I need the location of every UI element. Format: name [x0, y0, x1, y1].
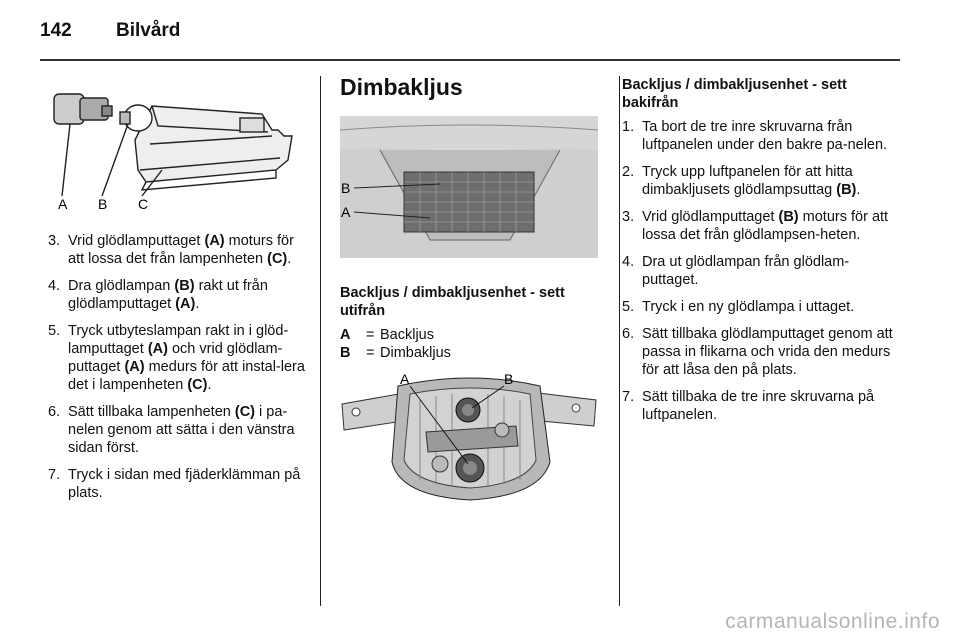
step-number: 7.	[622, 389, 635, 405]
step-text: Dra glödlampan	[68, 278, 175, 294]
step-text: moturs för att lossa det från glödlampsen-heten.	[642, 209, 889, 243]
fig1-label-c: C	[138, 196, 149, 212]
step-number: 5.	[48, 323, 61, 339]
part-reference: (B)	[778, 209, 799, 225]
step-number: 7.	[48, 467, 61, 483]
watermark: carmanualsonline.info	[725, 610, 940, 633]
column-divider-1	[320, 76, 321, 606]
section-heading: Dimbakljus	[340, 74, 463, 100]
fig1-label-a: A	[58, 196, 68, 212]
step-number: 2.	[622, 164, 635, 180]
instruction-step	[48, 232, 306, 268]
instruction-step	[48, 322, 306, 394]
fig2-label-a: A	[341, 204, 351, 220]
step-number: 3.	[48, 233, 61, 249]
step-number: 4.	[622, 254, 635, 270]
part-reference: (C)	[234, 404, 255, 420]
step-text: Vrid glödlamputtaget	[68, 233, 205, 249]
legend-row-b: B = Dimbakljus	[340, 345, 451, 361]
step-text: Tryck utbyteslampan rakt in i glöd-lamputtaget	[68, 323, 289, 357]
instruction-step	[622, 253, 902, 289]
step-text: Sätt tillbaka glödlamputtaget genom att passa in flikarna och vrida den medurs för att låsa den på plats.	[642, 326, 893, 378]
step-text: i pa-nelen genom att sätta i den vänstra sidan först.	[68, 404, 295, 456]
part-reference: (C)	[267, 251, 288, 267]
fig3-label-a: A	[400, 371, 410, 387]
part-reference: (A)	[204, 233, 225, 249]
column-divider-2	[619, 76, 620, 606]
step-text: Dra ut glödlampan från glödlam-puttaget.	[642, 254, 850, 288]
header-rule	[40, 59, 900, 61]
part-reference: (A)	[124, 359, 145, 375]
step-text: medurs för att instal-lera det i lampenheten	[68, 359, 305, 393]
part-reference: (B)	[836, 182, 857, 198]
fig2-label-b: B	[341, 180, 351, 196]
part-reference: (B)	[174, 278, 195, 294]
page-number: 142	[40, 20, 72, 41]
col1-step-list	[48, 232, 306, 502]
step-text: Tryck upp luftpanelen för att hitta dimbakljusets glödlampsuttag	[642, 164, 853, 198]
step-text: Vrid glödlamputtaget	[642, 209, 779, 225]
step-text: Sätt tillbaka de tre inre skruvarna på luftpanelen.	[642, 389, 875, 423]
tail-lamp-exterior-figure	[340, 116, 598, 258]
instruction-step	[48, 466, 306, 502]
step-text: och vrid glödlam-puttaget	[68, 341, 283, 375]
fig1-label-b: B	[98, 196, 108, 212]
part-reference: (A)	[147, 341, 168, 357]
step-text: moturs för att lossa det från lampenheten	[68, 233, 294, 267]
step-number: 6.	[48, 404, 61, 420]
step-text: .	[287, 251, 292, 267]
step-number: 1.	[622, 119, 635, 135]
step-text: Sätt tillbaka lampenheten	[68, 404, 235, 420]
page-header	[40, 20, 180, 42]
step-number: 3.	[622, 209, 635, 225]
step-text: Tryck i sidan med fjäderklämman på plats.	[68, 467, 301, 501]
subheading-exterior-view: Backljus / dimbakljusenhet - sett utifrån	[340, 285, 565, 319]
step-text: .	[195, 296, 200, 312]
step-text: rakt ut från glödlamputtaget	[68, 278, 268, 312]
step-text: .	[207, 377, 212, 393]
instruction-step	[48, 403, 306, 457]
instruction-step	[48, 277, 306, 313]
legend-row-a: A = Backljus	[340, 327, 434, 343]
instruction-step	[622, 208, 902, 244]
step-number: 6.	[622, 326, 635, 342]
col3-step-list	[622, 118, 902, 424]
column-3	[622, 76, 902, 433]
step-text: .	[856, 182, 861, 198]
part-reference: (A)	[175, 296, 196, 312]
tail-lamp-rear-figure	[340, 364, 600, 504]
fig3-label-b: B	[504, 371, 514, 387]
instruction-step	[622, 298, 902, 316]
figure-legend	[340, 326, 602, 362]
step-number: 4.	[48, 278, 61, 294]
instruction-step	[622, 163, 902, 199]
subheading-rear-view: Backljus / dimbakljusenhet - sett bakifrån	[622, 77, 847, 111]
step-number: 5.	[622, 299, 635, 315]
column-1	[48, 232, 306, 511]
step-text: Ta bort de tre inre skruvarna från luftpanelen under den bakre pa-nelen.	[642, 119, 888, 153]
instruction-step	[622, 388, 902, 424]
page-title: Bilvård	[116, 20, 181, 41]
lamp-assembly-figure	[40, 78, 302, 218]
instruction-step	[622, 118, 902, 154]
step-text: Tryck i en ny glödlampa i uttaget.	[642, 299, 855, 315]
part-reference: (C)	[187, 377, 208, 393]
instruction-step	[622, 325, 902, 379]
